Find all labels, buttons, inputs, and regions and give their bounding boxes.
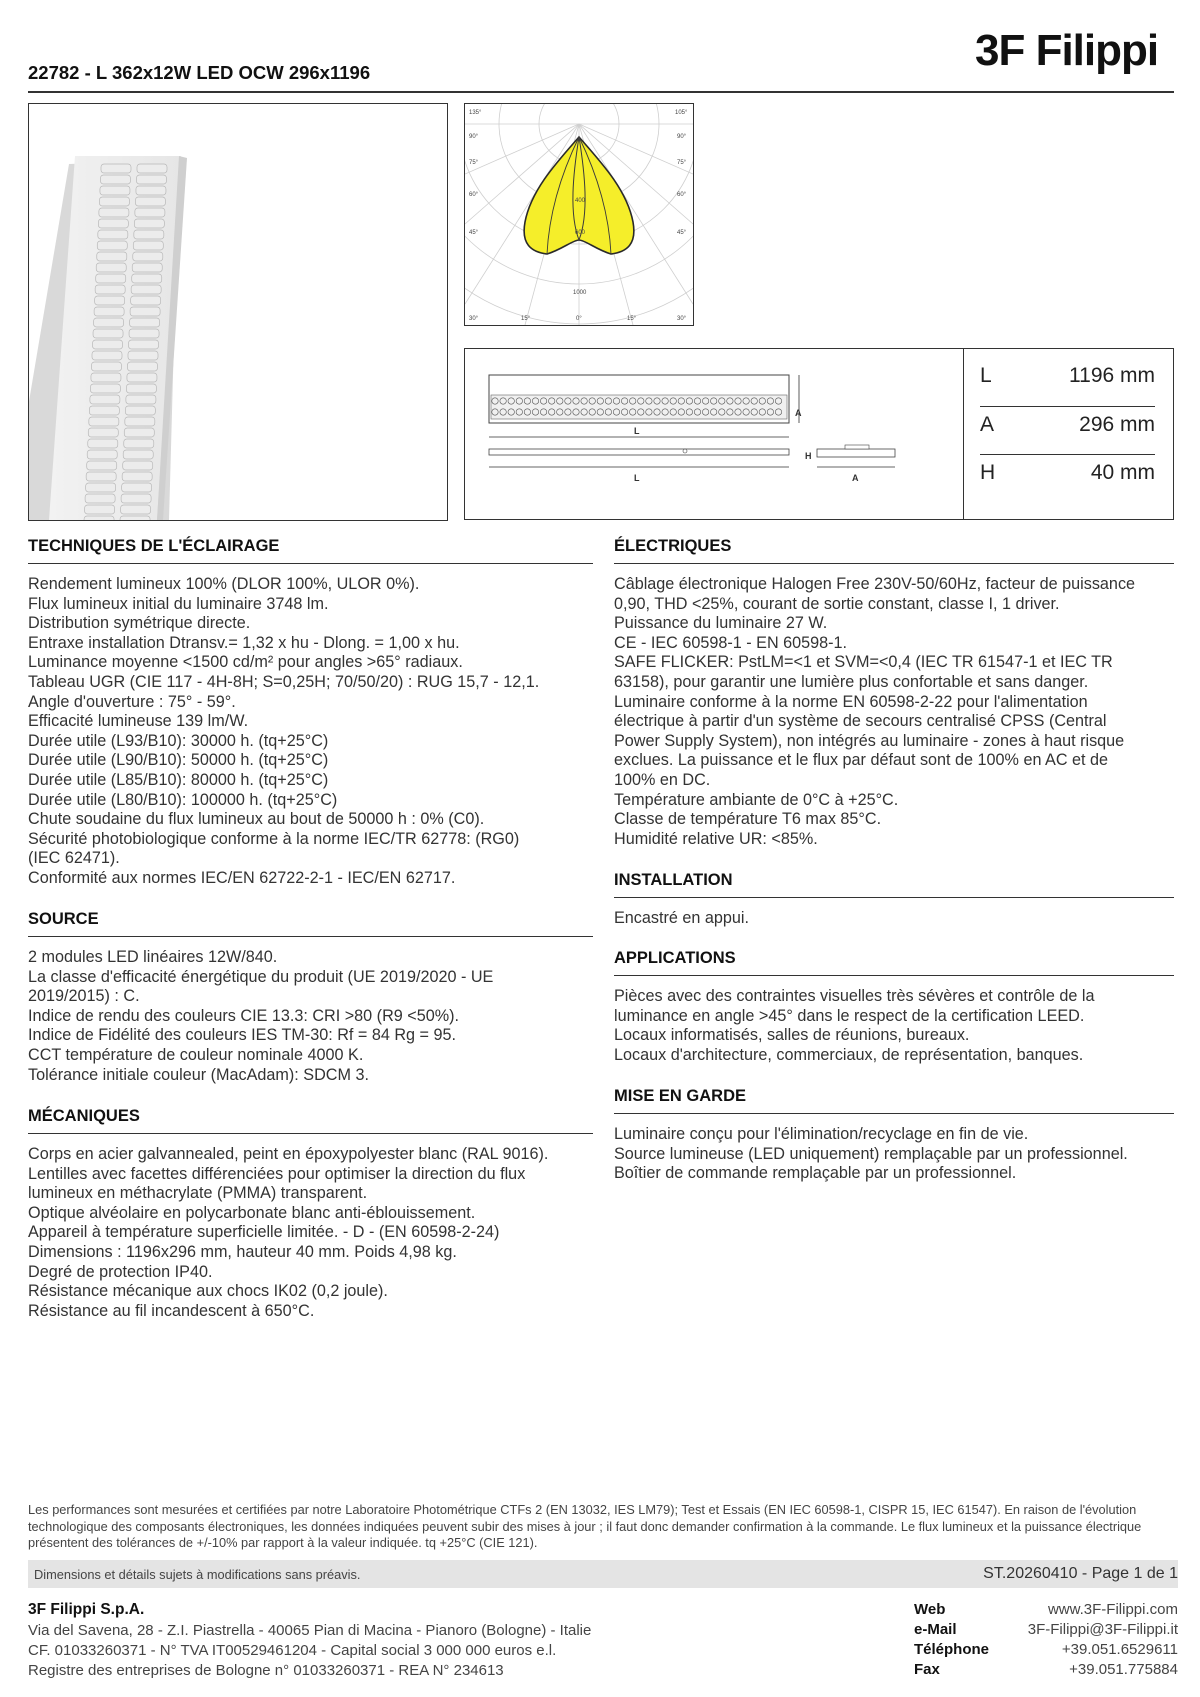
angle-label: 0° — [576, 316, 582, 322]
contact-label-email: e-Mail — [914, 1621, 957, 1638]
dimension-key: H — [980, 461, 996, 484]
angle-label: 90° — [469, 134, 479, 140]
angle-label: 90° — [677, 134, 687, 140]
angle-label: 60° — [677, 192, 687, 198]
address-line: CF. 01033260371 - N° TVA IT00529461204 - Capital social 3 000 000 euros e.l. — [28, 1642, 557, 1659]
angle-label: 45° — [469, 230, 479, 236]
section-divider — [28, 563, 593, 564]
contact-email-link[interactable]: 3F-Filippi@3F-Filippi.it — [1027, 1621, 1178, 1638]
product-photo — [28, 103, 448, 521]
dimension-value: 1196 mm — [1069, 364, 1155, 387]
section-text-electriques: Câblage électronique Halogen Free 230V-50/60Hz, facteur de puissance 0,90, THD <25%, courant de sortie constant, classe I, 1 driver. Puissance du luminaire 27 W. CE - IEC 60598-1 - EN 60598-1. SAFE FLICKER: PstLM=<1 et SVM=<0,4 (IEC TR 61547-1 et IEC TR 63158), pour garantir une lumière plus confortable et sans danger. Luminaire conforme à la norme EN 60598-2-22 pour l'alimentation électrique à partir d'un système de secours centralisé CPSS (Central Power Supply System), non intégrés au luminaire - zones à haut risque exclues. La puissance et le flux par défaut sont de 100% en AC et de 100% en DC. Température ambiante de 0°C à +25°C. Classe de température T6 max 85°C. Humidité relative UR: <85%. — [614, 575, 1136, 848]
section-text-applications: Pièces avec des contraintes visuelles très sévères et contrôle de la luminance en angle >45° dans le respect de la certification LEED. Locaux informatisés, salles de réunions, bureaux. Locaux d'architecture, commerciaux, de représentation, banques. — [614, 987, 1095, 1064]
modification-notice: Dimensions et détails sujets à modifications sans préavis. — [34, 1567, 361, 1582]
dim-label-a-side: A — [852, 473, 859, 483]
address-line: Registre des entreprises de Bologne n° 01033260371 - REA N° 234613 — [28, 1662, 504, 1679]
brand-logo: 3F Filippi — [975, 26, 1159, 75]
angle-label: 75° — [469, 160, 479, 166]
angle-label: 45° — [677, 230, 687, 236]
polar-intensity-curve — [524, 137, 634, 254]
dimension-key: L — [980, 364, 992, 387]
section-text-mise-en-garde: Luminaire conçu pour l'élimination/recyclage en fin de vie. Source lumineuse (LED uniquement) remplaçable par un professionnel. Boîtier de commande remplaçable par un professionnel. — [614, 1125, 1128, 1183]
contact-fax: +39.051.775884 — [1069, 1661, 1178, 1678]
contact-label-web: Web — [914, 1601, 946, 1618]
dim-label-l: L — [634, 426, 640, 436]
section-title-mecaniques: MÉCANIQUES — [28, 1107, 140, 1125]
polar-light-distribution-diagram — [464, 103, 694, 326]
section-title-applications: APPLICATIONS — [614, 949, 736, 967]
angle-label: 105° — [675, 110, 688, 116]
section-title-installation: INSTALLATION — [614, 871, 733, 889]
section-divider — [28, 1133, 593, 1134]
section-divider — [614, 563, 1174, 564]
angle-label: 135° — [469, 110, 482, 116]
section-divider — [614, 1113, 1174, 1114]
angle-label: 30° — [677, 316, 687, 322]
dimension-row-width — [980, 401, 1155, 447]
page-reference: ST.20260410 - Page 1 de 1 — [983, 1565, 1178, 1582]
dimension-value: 296 mm — [1079, 413, 1155, 436]
section-divider — [614, 975, 1174, 976]
footer-disclaimer: Les performances sont mesurées et certifiées par notre Laboratoire Photométrique CTFs 2 (EN 13032, IES LM79); Test et Essais (EN IEC 60598-1, CISPR 15, IEC 61547). En raison de l'évolution technologique des composants électroniques, les données indiquées peuvent subir des mises à jour ; il faut donc demander confirmation à la commande. Le flux lumineux et la puissance électrique présentent des tolérances de +/-10% par rapport à la valeur indiquée. tq +25°C (CIE 121). — [28, 1502, 1142, 1551]
angle-label: 60° — [469, 192, 479, 198]
radial-value-label: 600 — [575, 230, 586, 236]
address-line: Via del Savena, 28 - Z.I. Piastrella - 40065 Pian di Macina - Pianoro (Bologne) - Italie — [28, 1622, 592, 1639]
section-title-techniques: TECHNIQUES DE L'ÉCLAIRAGE — [28, 537, 280, 555]
section-text-mecaniques: Corps en acier galvannealed, peint en époxypolyester blanc (RAL 9016). Lentilles avec facettes différenciées pour optimiser la direction du flux lumineux en méthacrylate (PMMA) transparent. Optique alvéolaire en polycarbonate blanc anti-éblouissement. Appareil à température superficielle limitée. - D - (EN 60598-2-24) Dimensions : 1196x296 mm, hauteur 40 mm. Poids 4,98 kg. Degré de protection IP40. Résistance mécanique aux chocs IK02 (0,2 joule). Résistance au fil incandescent à 650°C. — [28, 1145, 549, 1320]
contact-label-phone: Téléphone — [914, 1641, 990, 1658]
section-title-electriques: ÉLECTRIQUES — [614, 537, 732, 555]
contact-label-fax: Fax — [914, 1661, 940, 1678]
contact-phone: +39.051.6529611 — [1061, 1641, 1178, 1658]
section-text-source: 2 modules LED linéaires 12W/840. La classe d'efficacité énergétique du produit (UE 2019/2020 - UE 2019/2015) : C. Indice de rendu des couleurs CIE 13.3: CRI >80 (R9 <50%). Indice de Fidélité des couleurs IES TM-30: Rf = 84 Rg = 95. CCT température de couleur nominale 4000 K. Tolérance initiale couleur (MacAdam): SDCM 3. — [28, 948, 494, 1084]
contact-web-link[interactable]: www.3F-Filippi.com — [1047, 1601, 1178, 1618]
dimension-drawing-svg — [465, 349, 963, 519]
luminaire-photo-illustration — [29, 104, 447, 520]
polar-diagram-svg — [465, 104, 693, 325]
section-divider — [28, 936, 593, 937]
dim-label-a: A — [795, 408, 802, 418]
angle-label: 15° — [521, 316, 531, 322]
angle-label: 30° — [469, 316, 479, 322]
dimension-row-height — [980, 449, 1155, 495]
radial-value-label: 400 — [575, 198, 586, 204]
dim-label-h: H — [805, 451, 812, 461]
section-text-techniques: Rendement lumineux 100% (DLOR 100%, ULOR 0%). Flux lumineux initial du luminaire 3748 lm. Distribution symétrique directe. Entraxe installation Dtransv.= 1,32 x hu - Dlong. = 1,00 x hu. Luminance moyenne <1500 cd/m² pour angles >65° radiaux. Tableau UGR (CIE 117 - 4H-8H; S=0,25H; 70/50/20) : RUG 15,7 - 12,1. Angle d'ouverture : 75° - 59°. Efficacité lumineuse 139 lm/W. Durée utile (L93/B10): 30000 h. (tq+25°C) Durée utile (L90/B10): 50000 h. (tq+25°C) Durée utile (L85/B10): 80000 h. (tq+25°C) Durée utile (L80/B10): 100000 h. (tq+25°C) Chute soudaine du flux lumineux au bout de 50000 h : 0% (C0). Sécurité photobiologique conforme à la norme IEC/TR 62778: (RG0) (IEC 62471). Conformité aux normes IEC/EN 62722-2-1 - IEC/EN 62717. — [28, 575, 540, 887]
section-text-installation: Encastré en appui. — [614, 909, 749, 927]
radial-value-label: 1000 — [573, 290, 587, 296]
dimension-key: A — [980, 413, 995, 436]
company-name: 3F Filippi S.p.A. — [28, 1601, 145, 1618]
section-title-mise-en-garde: MISE EN GARDE — [614, 1087, 747, 1105]
angle-label: 15° — [627, 316, 637, 322]
product-title: 22782 - L 362x12W LED OCW 296x1196 — [28, 62, 371, 83]
dimensions-table — [963, 348, 1175, 520]
header-divider — [28, 91, 1174, 93]
section-title-source: SOURCE — [28, 910, 99, 928]
dim-label-l-side: L — [634, 473, 640, 483]
dimension-value: 40 mm — [1090, 461, 1155, 484]
dimension-row-length — [980, 352, 1155, 398]
angle-label: 75° — [677, 160, 687, 166]
section-divider — [614, 897, 1174, 898]
